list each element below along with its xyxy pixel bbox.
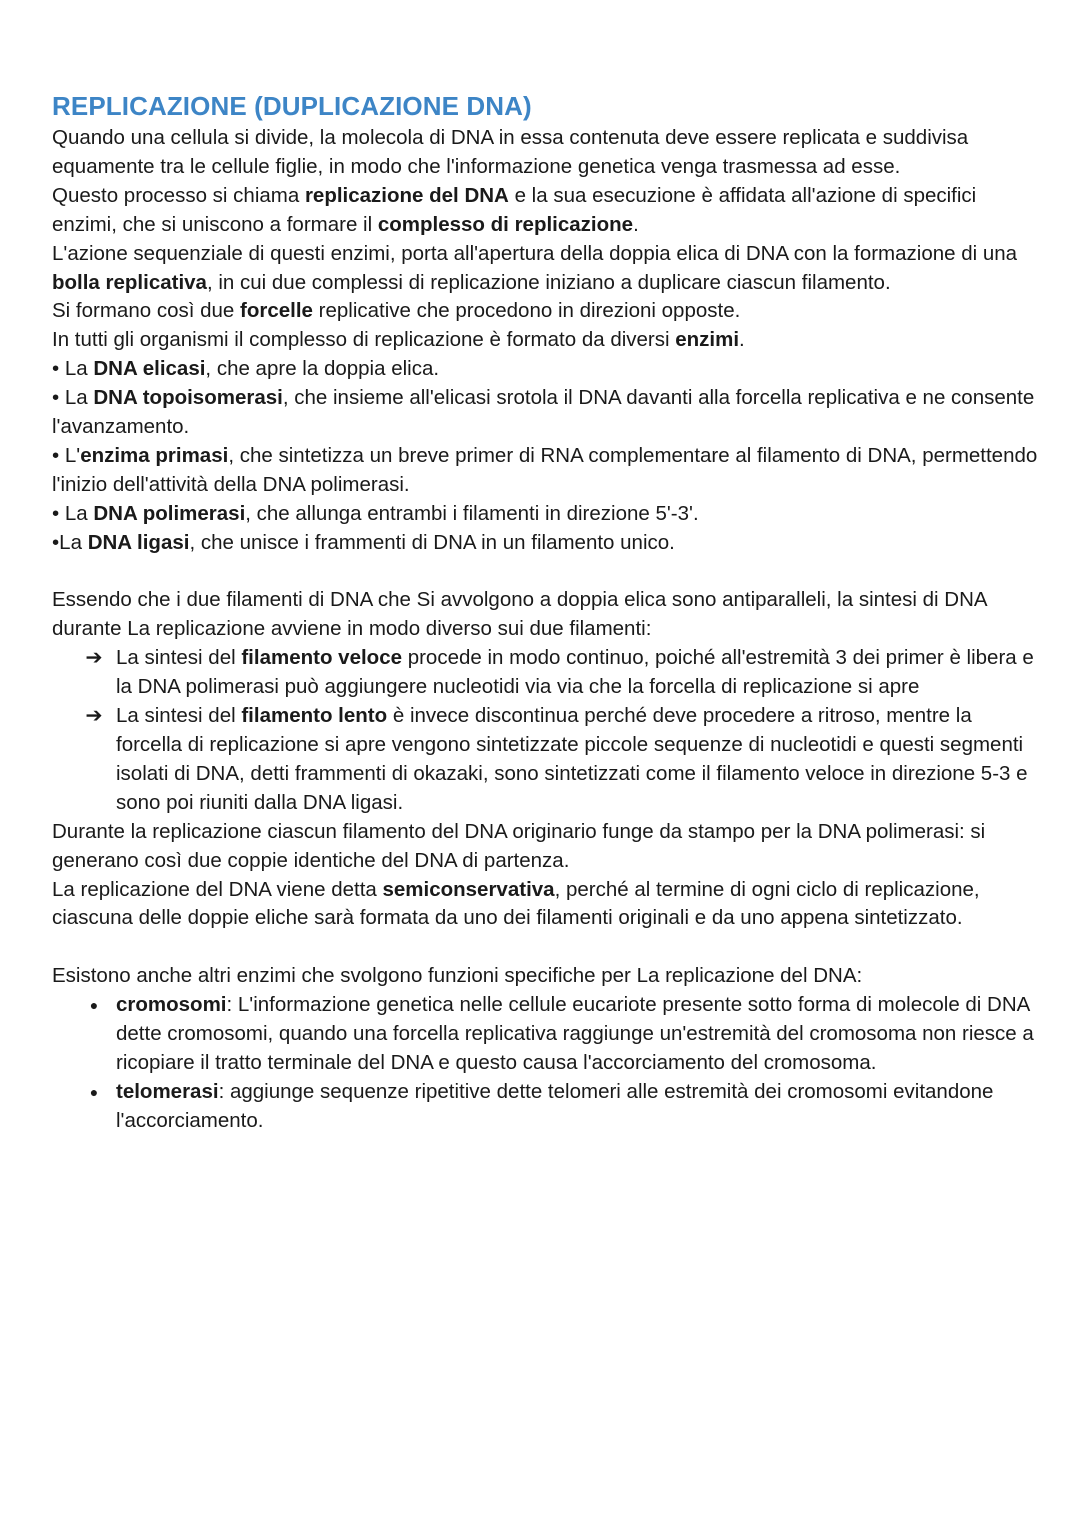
arrow-icon: ➔	[85, 704, 103, 728]
paragraph	[52, 962, 1042, 991]
arrow-icon: ➔	[85, 646, 103, 670]
text-run: La replicazione del DNA viene detta	[52, 877, 383, 901]
document-page	[52, 88, 1042, 1136]
paragraph	[52, 124, 1042, 182]
text-run: : aggiunge sequenze ripetitive dette telomeri alle estremità dei cromosomi evitandone l'accorciamento.	[116, 1079, 994, 1132]
text-run: Esistono anche altri enzimi che svolgono funzioni specifiche per La replicazione del DNA:	[52, 964, 863, 988]
text-run: , che allunga entrambi i filamenti in direzione 5'-3'.	[245, 501, 699, 525]
bold-term: enzimi	[675, 328, 740, 352]
text-run: •La	[52, 530, 88, 554]
bold-term: DNA polimerasi	[93, 501, 246, 525]
text-run: • La	[52, 357, 94, 381]
text-run: .	[739, 328, 745, 352]
bullet-list-item	[52, 1078, 1042, 1136]
paragraph	[52, 818, 1042, 876]
paragraph	[52, 326, 1042, 355]
intro-section	[52, 124, 1042, 355]
bold-term: telomerasi	[116, 1079, 219, 1103]
enzyme-item	[52, 529, 1042, 558]
text-run: • L'	[52, 443, 81, 467]
text-run: In tutti gli organismi il complesso di replicazione è formato da diversi	[52, 328, 676, 352]
text-run: Quando una cellula si divide, la molecola di DNA in essa contenuta deve essere replicata e suddivisa equamente tra le cellule figlie, in modo che l'informazione genetica venga trasmessa ad esse.	[52, 126, 969, 178]
paragraph	[52, 182, 1042, 240]
text-run: procede in modo continuo, poiché all'estremità 3 dei primer è libera e la DNA polimerasi può aggiungere nucleotidi via via che la forcella di replicazione si apre	[116, 646, 1034, 699]
spacer	[52, 933, 1042, 962]
bullet-item-text	[116, 993, 1034, 1074]
text-run: Essendo che i due filamenti di DNA che Si avvolgono a doppia elica sono antiparalleli, la sintesi di DNA durante La replicazione avviene in modo diverso sui due filamenti:	[52, 588, 987, 641]
bold-term: semiconservativa	[382, 877, 555, 901]
text-run: replicative che procedono in direzioni opposte.	[312, 299, 741, 323]
enzyme-item	[52, 500, 1042, 529]
bold-term: replicazione del DNA	[304, 183, 509, 207]
bullet-icon: ●	[89, 997, 99, 1014]
text-run: è invece discontinua perché deve procedere a ritroso, mentre la forcella di replicazione si apre vengono sintetizzate piccole sequenze di nucleotidi e questi segmenti isolati di DNA, detti frammenti di okazaki, sono sintetizzati come il filamento veloce in direzione 5-3 e sono poi riuniti dalla DNA ligasi.	[116, 704, 1028, 814]
enzyme-item	[52, 355, 1042, 384]
bold-term: filamento veloce	[241, 646, 402, 670]
bold-term: forcelle	[240, 299, 313, 323]
text-run: , che apre la doppia elica.	[205, 357, 440, 381]
bullet-list-item	[52, 991, 1042, 1078]
text-run: , che unisce i frammenti di DNA in un filamento unico.	[189, 530, 675, 554]
text-run: Durante la replicazione ciascun filamento del DNA originario funge da stampo per la DNA polimerasi: si generano così due coppie identiche del DNA di partenza.	[52, 819, 986, 872]
text-run: : L'informazione genetica nelle cellule eucariote presente sotto forma di molecole di DNA dette cromosomi, quando una forcella replicativa raggiunge un'estremità del cromosoma non riesce a ricopiare il tratto terminale del DNA e questo causa l'accorciamento del cromosoma.	[116, 993, 1034, 1074]
enzyme-item	[52, 384, 1042, 442]
arrow-item-text	[116, 646, 1034, 698]
text-run: , che sintetizza un breve primer di RNA complementare al filamento di DNA, permettendo l'inizio dell'attività della DNA polimerasi.	[52, 443, 1038, 496]
text-run: e la sua esecuzione è affidata all'azione di specifici enzimi, che si uniscono a formare il	[52, 183, 977, 236]
spacer	[52, 558, 1042, 587]
bold-term: DNA elicasi	[93, 357, 206, 381]
arrow-list	[52, 644, 1042, 817]
bold-term: cromosomi	[116, 993, 227, 1017]
bullet-item-text	[116, 1080, 993, 1132]
arrow-item-text	[116, 704, 1028, 814]
text-run: Questo processo si chiama	[52, 183, 305, 207]
arrow-list-item	[52, 644, 1042, 702]
bold-term: DNA ligasi	[87, 530, 190, 554]
text-run: La sintesi del	[116, 704, 242, 728]
text-run: La sintesi del	[116, 646, 242, 670]
text-run: .	[633, 212, 639, 236]
text-run: • La	[52, 386, 94, 410]
text-run: • La	[52, 501, 94, 525]
enzyme-list	[52, 355, 1042, 557]
bold-term: DNA topoisomerasi	[93, 386, 283, 410]
bold-term: bolla replicativa	[52, 270, 207, 294]
page-title: REPLICAZIONE (DUPLICAZIONE DNA)	[52, 91, 532, 121]
paragraph	[52, 586, 1042, 644]
bold-term: enzima primasi	[80, 443, 229, 467]
text-run: L'azione sequenziale di questi enzimi, porta all'apertura della doppia elica di DNA con la formazione di una	[52, 241, 1018, 265]
bullet-list	[52, 991, 1042, 1136]
bold-term: filamento lento	[241, 704, 388, 728]
text-run: , che insieme all'elicasi srotola il DNA davanti alla forcella replicativa e ne consente l'avanzamento.	[52, 386, 1035, 439]
paragraph	[52, 876, 1042, 934]
paragraph	[52, 240, 1042, 298]
paragraph	[52, 297, 1042, 326]
text-run: Si formano così due	[52, 299, 241, 323]
bullet-icon: ●	[89, 1083, 99, 1100]
arrow-list-item	[52, 702, 1042, 818]
text-run: , in cui due complessi di replicazione iniziano a duplicare ciascun filamento.	[206, 270, 891, 294]
text-run: , perché al termine di ogni ciclo di replicazione, ciascuna delle doppie eliche sarà formata da uno dei filamenti originali e da uno appena sintetizzato.	[52, 877, 980, 930]
enzyme-item	[52, 442, 1042, 500]
bold-term: complesso di replicazione	[377, 212, 634, 236]
